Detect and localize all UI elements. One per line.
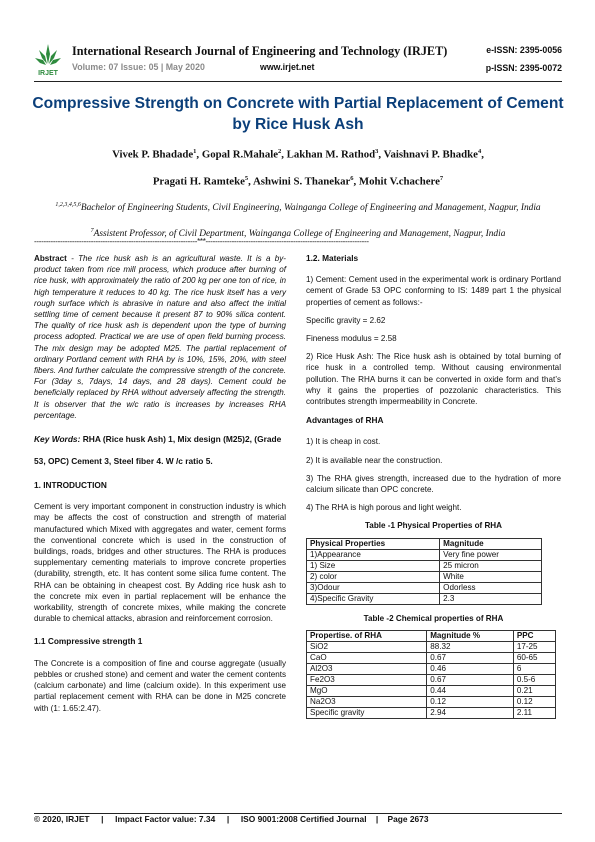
table-row: Fe2O3 0.67 0.5-6: [307, 674, 556, 685]
specific-gravity: Specific gravity = 2.62: [306, 315, 386, 325]
advantage-item: 1) It is cheap in cost.: [306, 437, 381, 447]
section-separator: ---------------------------------------------------------------------***---------------------------------------------------------------------: [34, 237, 369, 246]
materials-heading: 1.2. Materials: [306, 253, 359, 263]
irjet-logo-icon: [34, 42, 62, 78]
affiliation-1: $^{1,2,3,4,5,6}$Bachelor of Engineering Students, Civil Engineering, Wainganga College of Engineering and Management, Nagpur, India: [55, 202, 541, 214]
intro-heading: 1. INTRODUCTION: [34, 480, 107, 491]
compressive-strength-heading: 1.1 Compressive strength 1: [34, 636, 143, 647]
footer-page-number: Page 2673: [387, 814, 429, 824]
fineness-modulus: Fineness modulus = 2.58: [306, 334, 397, 344]
volume-info: Volume: 07 Issue: 05 | May 2020: [72, 62, 205, 72]
logo-text: IRJET: [38, 70, 58, 77]
table-header-row: Propertise. of RHA Magnitude % PPC: [307, 630, 556, 641]
table1-caption: Table -1 Physical Properties of RHA: [364, 521, 503, 531]
cement-paragraph: 1) Cement: Cement used in the experimental work is ordinary Portland cement of Grade 53 OPC conforming to IS: 1489 part 1 the physical properties of cement as follows:-: [306, 275, 561, 307]
table-row: SiO2 88.32 17-25: [307, 641, 556, 652]
author: Vaishnavi P. Bhadke: [383, 148, 478, 161]
authors-line-1: Vivek P. Bhadade$^1$, Gopal R.Mahale$^2$, Lakhan M. Rathod$^3$, Vaishnavi P. Bhadke$^4$,: [112, 148, 484, 161]
author: Gopal R.Mahale: [201, 148, 279, 161]
author: Pragati H. Ramteke: [152, 175, 245, 188]
table-row: 1) Size 25 micron: [307, 560, 542, 571]
left-column: [34, 253, 286, 721]
table-row: Al2O3 0.46 6: [307, 663, 556, 674]
rha-paragraph: 2) Rice Husk Ash: The Rice husk ash is obtained by total burning of rice husk in a controlled temp. Without causing environmental pollution. The RHA burns it can be converted in oxide form and that’s why it gains the properties of pozzolanic characteristics. This contributes strength impermeability in Concrete.: [306, 352, 561, 407]
table-header-row: Physical Properties Magnitude: [307, 538, 542, 549]
author: Lakhan M. Rathod: [286, 148, 376, 161]
table-row: CaO 0.67 60-65: [307, 652, 556, 663]
footer-iso: ISO 9001:2008 Certified Journal: [240, 814, 367, 824]
advantage-item: 3) The RHA gives strength, increased due to the hydration of more calcium silicate than OPC concrete.: [306, 473, 561, 495]
advantage-item: 2) It is available near the construction.: [306, 455, 443, 465]
chemical-properties-table: [306, 630, 556, 719]
p-issn: p-ISSN: 2395-0072: [485, 63, 562, 73]
footer-divider: |: [101, 814, 104, 824]
table-row: 4)Specific Gravity 2.3: [307, 593, 542, 604]
e-issn: e-ISSN: 2395-0056: [486, 45, 562, 55]
authors-line-2: Pragati H. Ramteke$^5$, Ashwini S. Thanekar$^6$, Mohit V.chachere$^7$: [152, 175, 444, 188]
journal-name: International Research Journal of Engineering and Technology (IRJET): [72, 44, 448, 58]
advantages-heading: Advantages of RHA: [306, 415, 384, 426]
footer-copyright: © 2020, IRJET: [34, 814, 90, 824]
page-footer: [34, 814, 562, 824]
table-row: Na2O3 0.12 0.12: [307, 696, 556, 707]
author: Mohit V.chachere: [358, 175, 440, 188]
table-row: 3)Odour Odorless: [307, 582, 542, 593]
author: Ashwini S. Thanekar: [252, 175, 351, 188]
abstract: Abstract - The rice husk ash is an agricultural waste. It is a by- product taken from rice mill process, which produce after burning of rice husk, with approximately the ratio of 200 kg per one ton of rice, in high temperature it reduces to 40 kg. The rice husk itself has a very rough surface which is abrasive in nature and also affect the initial settling time of cement because it present 87 to 90% silica content. The quality of rice husk ash is dependent upon the type of burning process adopted. Practical we are use of open field burning process. The mix design may be adopted M25. The partial replacement of ordinary Portland cement with RHA by is 10%, 15%, 20%, with steel fibers. And further calculate the compressive strength of the concrete. For (3day s, 7days, 14 days, and 28 days). Cement could be beneficially replaced by RHA without adversely affecting the strength. It is observer that the w/c ratio is increases by increases RHA percentage.: [34, 254, 286, 420]
header-rule: [34, 81, 562, 82]
right-column: [306, 253, 561, 719]
advantage-item: 4) The RHA is high porous and light weight.: [306, 503, 462, 513]
table-row: 2) color White: [307, 571, 542, 582]
journal-header: [34, 42, 562, 82]
compressive-strength-paragraph: The Concrete is a composition of fine and course aggregate (usually pebbles or crushed stone) and cement and water the cement contents (calcium carbonate) and lime (calcium oxide). In this experiment use partial replacement cement with RHA can be done in M25 concrete with (1: 1.65:2.47).: [34, 658, 286, 713]
table2-caption: Table -2 Chemical properties of RHA: [363, 613, 504, 623]
table-row: MgO 0.44 0.21: [307, 685, 556, 696]
physical-properties-table: [306, 538, 542, 605]
table-row: 1)Appearance Very fine power: [307, 549, 542, 560]
journal-website[interactable]: www.irjet.net: [260, 62, 315, 72]
author: Vivek P. Bhadade: [112, 148, 194, 161]
keywords: Key Words: RHA (Rice husk Ash) 1, Mix design (M25)2, (Grade 53, OPC) Cement 3, Steel fiber 4. W /c ratio 5.: [34, 434, 282, 467]
intro-paragraph: Cement is very important component in construction industry is which may be affects the cost of construction and strength of material manufactured which Mixed with aggregates and water, cement forms the conventional concrete which is used in the construction of buildings, roads, bridges and other structures. The RHA is produces supplementary cementing materials to improve concrete properties (durability, strength, etc. It has content some silica fume content. The RHA can be obtaining in cheapest cost. By Adding rice husk ash to the concrete mix even in partial replacement will be enhance the workability, strength of concrete mixes, while making the concrete durable to chemical attacks, abrasion and reinforcement corrosion.: [34, 502, 286, 624]
footer-divider: |: [226, 814, 230, 824]
footer-divider: |: [375, 814, 379, 824]
affiliation-2: $^7$Assistent Professor, of Civil Department, Wainganga College of Engineering and Management, Nagpur, India: [90, 228, 506, 240]
footer-impact-factor: Impact Factor value: 7.34: [115, 814, 216, 824]
table-row: Specific gravity 2.94 2.11: [307, 707, 556, 718]
paper-title: Compressive Strength on Concrete with Partial Replacement of Cement by Rice Husk Ash: [32, 95, 564, 133]
